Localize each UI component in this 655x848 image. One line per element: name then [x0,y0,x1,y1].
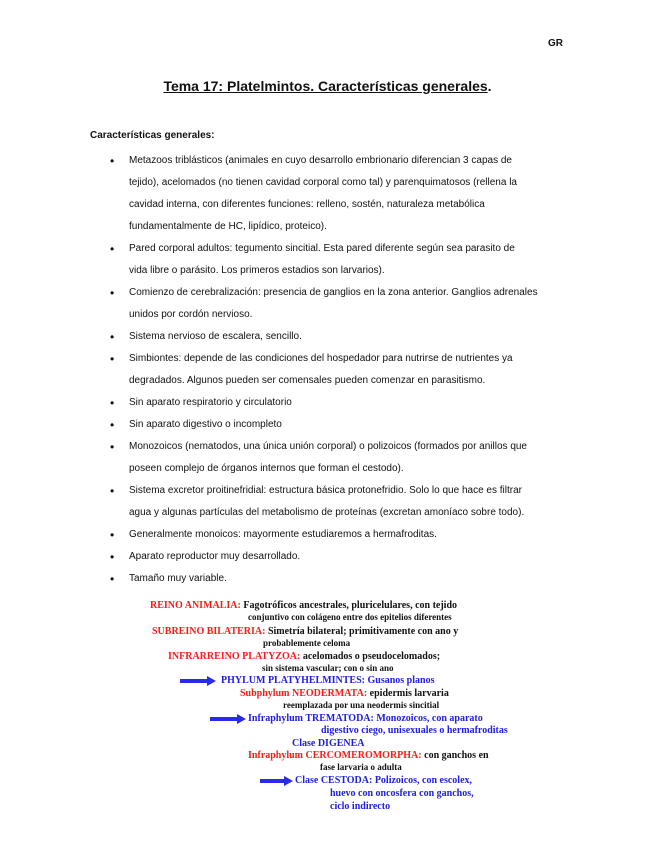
clase-cestoda-desc-1: Polizoicos, con escolex, [374,775,473,786]
list-item-line: poseen complejo de órganos internos que forman el cestodo). [129,463,404,474]
reino-desc-2: conjuntivo con colágeno entre dos epitelios diferentes [248,612,452,622]
phylum-line [221,675,434,686]
clase-cestoda-line-1 [295,775,472,786]
subphylum-rank: Subphylum NEODERMATA: [240,688,368,699]
arrow-right-icon [210,714,246,724]
infraphylum-cercomeromorpha-desc-2: fase larvaria o adulta [320,762,402,772]
clase-digenea: Clase DIGENEA [292,738,365,749]
list-item [110,568,565,590]
page-title [0,78,655,94]
list-item [110,546,565,568]
list-item-line: degradados. Algunos pueden ser comensales pueden comenzar en parasitismo. [129,375,486,386]
subphylum-desc-2: reemplazada por una neodermis sincitial [283,700,440,710]
header-initials: GR [548,38,563,49]
infraphylum-cercomeromorpha-line-1 [248,750,489,761]
list-item [110,392,565,414]
list-item-line: fundamentalmente de HC, lipídico, proteico). [129,221,327,232]
subreino-line-1 [152,626,458,637]
list-item [110,282,565,326]
infraphylum-trematoda-desc-2: digestivo ciego, unisexuales o hermafroditas [321,725,508,736]
list-item-line: • Generalmente monoicos: mayormente estudiaremos a hermafroditas. [129,529,437,540]
phylum-desc-1: Gusanos planos [367,675,435,686]
clase-cestoda-desc-3: ciclo indirecto [330,801,391,812]
reino-desc-1: Fagotróficos ancestrales, pluricelulares, con tejido [243,600,458,611]
list-item [110,480,565,524]
list-item-line: • Simbiontes: depende de las condiciones del hospedador para nutrirse de nutrientes ya [129,353,513,364]
list-item-line: unidos por cordón nervioso. [129,309,253,320]
list-item-line: • Tamaño muy variable. [129,573,227,584]
list-item-line: agua y algunas partículas del metabolismo de proteínas (excretan amoníaco sobre todo). [129,507,525,518]
list-item [110,524,565,546]
infrarreino-line-1 [168,651,440,662]
arrow-right-icon [260,776,293,786]
list-item-line: • Sistema excretor proitinefridial: estructura básica protonefridio. Solo lo que hace es filtrar [129,485,522,496]
list-item-line: • Monozoicos (nematodos, una única unión corporal) o polizoicos (formados por anillos que [129,441,527,452]
list-item [110,326,565,348]
page-title-period: . [487,78,492,94]
list-item [110,238,565,282]
infrarreino-desc-2: sin sistema vascular; con o sin ano [262,663,394,673]
infraphylum-trematoda-rank: Infraphylum TREMATODA: [248,713,374,724]
infraphylum-cercomeromorpha-rank: Infraphylum CERCOMEROMORPHA: [248,750,422,761]
infraphylum-trematoda-desc-1: Monozoicos, con aparato [376,713,483,724]
subreino-rank: SUBREINO BILATERIA: [152,626,266,637]
list-item [110,150,565,238]
list-item [110,414,565,436]
list-item-line: cavidad interna, con diferentes funciones: relleno, sostén, naturaleza metabólica [129,199,485,210]
infrarreino-desc-1: acelomados o pseudocelomados; [302,651,441,662]
reino-rank: REINO ANIMALIA: [150,600,241,611]
list-item-line: • Metazoos triblásticos (animales en cuyo desarrollo embrionario diferencian 3 capas de [129,155,512,166]
taxonomy-diagram [0,596,655,816]
bullet-list [110,150,565,590]
reino-line-1 [150,600,457,611]
subreino-desc-2: probablemente celoma [263,638,351,648]
page-title-text: Tema 17: Platelmintos. Características generales [163,78,488,94]
section-heading: Características generales: [90,130,215,141]
phylum-rank: PHYLUM PLATYHELMINTES: [221,675,365,686]
subphylum-desc-1: epidermis larvaria [369,688,449,699]
infraphylum-cercomeromorpha-desc-1: con ganchos en [424,750,489,761]
arrow-right-icon [180,676,216,686]
infrarreino-rank: INFRARREINO PLATYZOA: [168,651,301,662]
list-item [110,436,565,480]
list-item-line: • Sin aparato digestivo o incompleto [129,419,282,430]
subphylum-line-1 [240,688,449,699]
clase-cestoda-desc-2: huevo con oncosfera con ganchos, [330,788,474,799]
list-item [110,348,565,392]
list-item-line: • Sin aparato respiratorio y circulatorio [129,397,292,408]
list-item-line: tejido), acelomados (no tienen cavidad corporal como tal) y parenquimatosos (rellena la [129,177,517,188]
list-item-line: • Aparato reproductor muy desarrollado. [129,551,301,562]
clase-cestoda-rank: Clase CESTODA: [295,775,373,786]
subreino-desc-1: Simetría bilateral; primitivamente con ano y [267,626,459,637]
list-item-line: • Sistema nervioso de escalera, sencillo. [129,331,302,342]
list-item-line: • Comienzo de cerebralización: presencia de ganglios en la zona anterior. Ganglios adrenales [129,287,538,298]
list-item-line: vida libre o parásito. Los primeros estadios son larvarios). [129,265,385,276]
list-item-line: • Pared corporal adultos: tegumento sincitial. Esta pared diferente según sea parasito de [129,243,515,254]
infraphylum-trematoda-line-1 [248,713,483,724]
